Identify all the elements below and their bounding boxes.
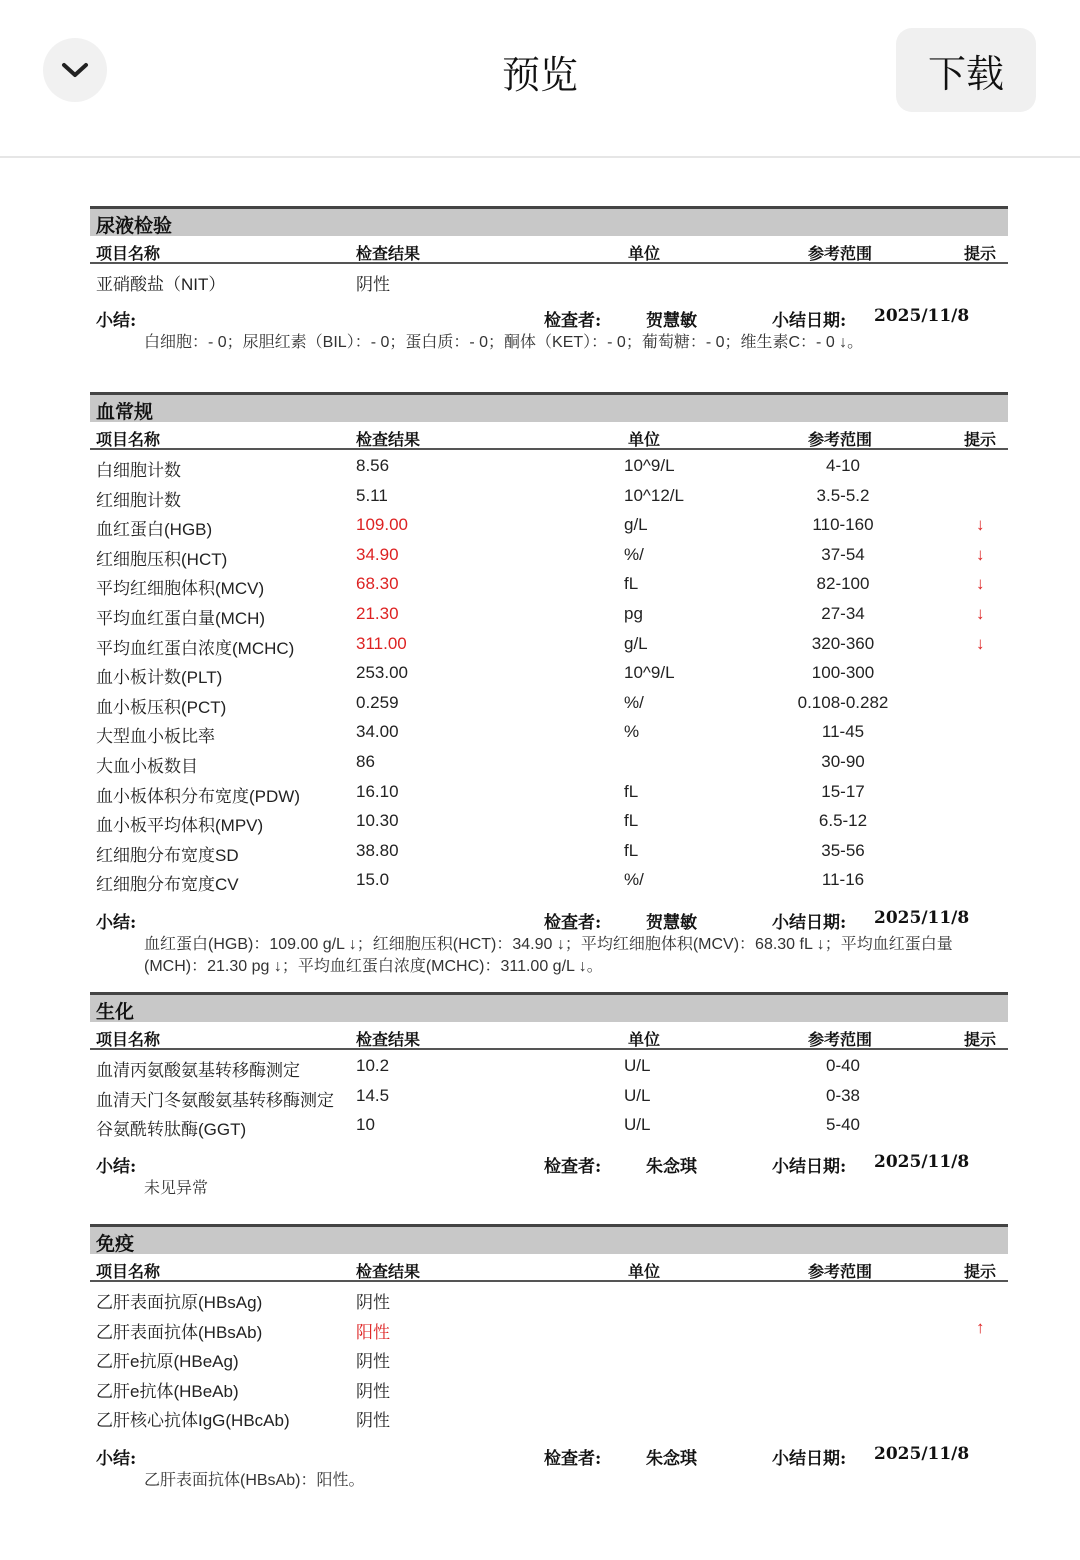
item-result: 109.00 xyxy=(356,515,408,535)
section-urine xyxy=(90,206,1008,378)
table-row xyxy=(90,689,1008,719)
table-row xyxy=(90,600,1008,630)
item-ref-range: 11-45 xyxy=(821,722,865,742)
table-row xyxy=(90,1343,1008,1373)
item-unit: %/ xyxy=(624,544,644,564)
item-unit: %/ xyxy=(624,870,644,890)
summary-line xyxy=(90,904,1008,934)
col-unit-header: 单位 xyxy=(628,430,661,449)
col-unit-header: 单位 xyxy=(628,1262,661,1281)
section-title: 血常规 xyxy=(96,401,154,423)
item-unit: fL xyxy=(624,574,639,594)
col-ref-header: 参考范围 xyxy=(808,430,873,449)
item-flag: ↓ xyxy=(976,574,985,594)
item-result: 10.30 xyxy=(356,811,399,831)
item-flag: ↓ xyxy=(976,544,985,564)
table-row xyxy=(90,452,1008,482)
item-result: 311.00 xyxy=(356,633,407,653)
top-bar xyxy=(0,0,1080,158)
item-result: 阴性 xyxy=(356,1411,390,1431)
column-header xyxy=(90,1254,1008,1282)
item-name: 血小板体积分布宽度(PDW) xyxy=(96,786,300,806)
item-ref-range: 35-56 xyxy=(821,840,865,860)
date-label: 小结日期: xyxy=(772,1449,847,1469)
item-unit: U/L xyxy=(624,1085,651,1105)
table-row xyxy=(90,541,1008,571)
col-result-header: 检查结果 xyxy=(356,430,421,449)
table-row xyxy=(90,1373,1008,1403)
section-biochemistry xyxy=(90,992,1008,1202)
inspector-name: 朱念琪 xyxy=(646,1157,697,1177)
col-name-header: 项目名称 xyxy=(96,1030,161,1049)
inspector-label: 检查者: xyxy=(544,1157,602,1177)
item-name: 乙肝e抗体(HBeAb) xyxy=(96,1381,239,1401)
item-unit: fL xyxy=(624,811,639,831)
item-result: 21.30 xyxy=(356,604,399,623)
item-ref-range: 5-40 xyxy=(825,1115,861,1135)
section-title: 尿液检验 xyxy=(96,215,173,237)
item-result: 8.56 xyxy=(356,456,390,475)
col-name-header: 项目名称 xyxy=(96,430,161,449)
item-name: 血小板计数(PLT) xyxy=(96,668,223,688)
table-row xyxy=(90,837,1008,867)
item-name: 平均血红蛋白浓度(MCHC) xyxy=(96,638,295,658)
table-row xyxy=(90,1111,1008,1141)
item-result: 5.11 xyxy=(356,485,388,505)
col-flag-header: 提示 xyxy=(964,430,997,449)
item-result: 阴性 xyxy=(356,275,390,294)
col-unit-header: 单位 xyxy=(628,1030,661,1049)
summary-label: 小结: xyxy=(96,311,137,331)
col-name-header: 项目名称 xyxy=(96,244,161,263)
item-name: 红细胞压积(HCT) xyxy=(96,549,228,569)
summary-label: 小结: xyxy=(96,1449,137,1469)
col-result-header: 检查结果 xyxy=(356,1030,421,1049)
item-name: 血清丙氨酸氨基转移酶测定 xyxy=(96,1061,300,1080)
item-name: 乙肝e抗原(HBeAg) xyxy=(96,1352,239,1372)
table-row xyxy=(90,718,1008,748)
table-row xyxy=(90,778,1008,808)
summary-text: 乙肝表面抗体(HBsAb)：阳性。 xyxy=(144,1472,365,1489)
item-result: 阴性 xyxy=(356,1352,390,1372)
col-flag-header: 提示 xyxy=(964,1262,997,1281)
item-result: 阳性 xyxy=(356,1322,390,1342)
item-ref-range: 0.108-0.282 xyxy=(797,692,889,712)
item-result: 34.00 xyxy=(356,722,399,742)
item-result: 34.90 xyxy=(356,544,399,564)
column-header xyxy=(90,422,1008,450)
item-result: 68.30 xyxy=(356,574,399,594)
item-name: 血小板平均体积(MPV) xyxy=(96,816,264,836)
item-name: 红细胞分布宽度SD xyxy=(96,845,239,865)
section-title-bar xyxy=(90,1224,1008,1254)
col-ref-header: 参考范围 xyxy=(808,244,873,263)
table-row xyxy=(90,266,1008,296)
item-unit: %/ xyxy=(624,692,644,712)
item-result: 253.00 xyxy=(356,663,408,683)
item-ref-range: 27-34 xyxy=(821,604,865,623)
section-immunology xyxy=(90,1224,1008,1494)
item-unit: g/L xyxy=(624,515,648,535)
table-row xyxy=(90,1314,1008,1344)
date-label: 小结日期: xyxy=(772,913,847,933)
item-result: 16.10 xyxy=(356,781,399,801)
inspector-label: 检查者: xyxy=(544,913,602,933)
item-name: 乙肝表面抗原(HBsAg) xyxy=(96,1293,263,1312)
summary-line xyxy=(90,1148,1008,1178)
inspector-label: 检查者: xyxy=(544,1449,602,1469)
item-ref-range: 82-100 xyxy=(816,574,870,594)
item-name: 红细胞计数 xyxy=(96,490,181,510)
item-result: 38.80 xyxy=(356,840,399,860)
item-ref-range: 100-300 xyxy=(811,663,875,683)
download-button[interactable]: 下载 xyxy=(896,28,1036,112)
item-ref-range: 6.5-12 xyxy=(818,811,868,831)
item-name: 谷氨酰转肽酶(GGT) xyxy=(96,1120,247,1140)
item-result: 阴性 xyxy=(356,1381,390,1401)
inspector-label: 检查者: xyxy=(544,311,602,331)
item-ref-range: 37-54 xyxy=(821,544,865,564)
item-ref-range: 4-10 xyxy=(825,456,861,475)
table-row xyxy=(90,511,1008,541)
summary-date: 2025/11/8 xyxy=(874,1444,970,1464)
item-name: 乙肝表面抗体(HBsAb) xyxy=(96,1322,263,1342)
item-result: 15.0 xyxy=(356,870,390,890)
table-row xyxy=(90,659,1008,689)
item-name: 大血小板数目 xyxy=(96,757,198,776)
item-ref-range: 110-160 xyxy=(812,515,874,535)
item-ref-range: 3.5-5.2 xyxy=(816,485,870,505)
item-name: 大型血小板比率 xyxy=(96,727,215,747)
summary-label: 小结: xyxy=(96,913,137,933)
item-result: 86 xyxy=(356,752,375,771)
col-ref-header: 参考范围 xyxy=(808,1030,873,1049)
inspector-name: 贺慧敏 xyxy=(646,913,697,933)
item-unit: % xyxy=(624,722,640,742)
table-row xyxy=(90,1082,1008,1112)
inspector-name: 贺慧敏 xyxy=(646,311,697,331)
table-row xyxy=(90,570,1008,600)
item-ref-range: 11-16 xyxy=(821,870,865,890)
summary-date: 2025/11/8 xyxy=(874,908,970,928)
item-name: 平均血红蛋白量(MCH) xyxy=(96,609,266,628)
item-result: 10 xyxy=(356,1115,375,1135)
item-unit: 10^9/L xyxy=(624,663,675,683)
section-title: 免疫 xyxy=(96,1233,135,1255)
section-title-bar xyxy=(90,992,1008,1022)
summary-line xyxy=(90,302,1008,332)
item-unit: U/L xyxy=(624,1115,651,1135)
item-unit: U/L xyxy=(624,1056,651,1075)
item-ref-range: 0-38 xyxy=(825,1085,861,1105)
section-title: 生化 xyxy=(96,1001,135,1023)
item-flag: ↓ xyxy=(976,604,985,623)
summary-text: 白细胞：- 0；尿胆红素（BIL）：- 0；蛋白质：- 0；酮体（KET）：- 0；葡萄糖：- 0；维生素C：- 0 ↓。 xyxy=(144,334,864,351)
col-unit-header: 单位 xyxy=(628,244,661,263)
item-name: 亚硝酸盐（NIT） xyxy=(96,275,226,294)
item-name: 白细胞计数 xyxy=(96,461,181,480)
item-flag: ↑ xyxy=(976,1317,985,1337)
col-result-header: 检查结果 xyxy=(356,1262,421,1281)
item-name: 血清天门冬氨酸氨基转移酶测定 xyxy=(96,1090,334,1110)
date-label: 小结日期: xyxy=(772,311,847,331)
table-row xyxy=(90,1402,1008,1432)
item-ref-range: 320-360 xyxy=(811,633,875,653)
summary-date: 2025/11/8 xyxy=(874,306,970,326)
table-row xyxy=(90,630,1008,660)
item-result: 0.259 xyxy=(356,692,399,712)
report-page xyxy=(0,158,1080,1560)
table-row xyxy=(90,866,1008,896)
item-flag: ↓ xyxy=(976,633,985,653)
table-row xyxy=(90,1284,1008,1314)
date-label: 小结日期: xyxy=(772,1157,847,1177)
item-flag: ↓ xyxy=(976,515,985,535)
table-row xyxy=(90,748,1008,778)
section-title-bar xyxy=(90,392,1008,422)
item-unit: g/L xyxy=(624,633,648,653)
page-title: 预览 xyxy=(501,53,578,97)
column-header xyxy=(90,1022,1008,1050)
summary-text: 未见异常 xyxy=(144,1180,209,1197)
summary-line xyxy=(90,1440,1008,1470)
item-ref-range: 15-17 xyxy=(821,781,865,801)
item-ref-range: 30-90 xyxy=(821,752,865,771)
item-unit: pg xyxy=(624,604,643,623)
item-ref-range: 0-40 xyxy=(825,1056,861,1075)
item-unit: fL xyxy=(624,781,639,801)
table-row xyxy=(90,1052,1008,1082)
item-result: 阴性 xyxy=(356,1293,390,1312)
item-unit: 10^12/L xyxy=(624,485,684,505)
col-result-header: 检查结果 xyxy=(356,244,421,263)
column-header xyxy=(90,236,1008,264)
summary-label: 小结: xyxy=(96,1157,137,1177)
col-flag-header: 提示 xyxy=(964,1030,997,1049)
section-title-bar xyxy=(90,206,1008,236)
col-name-header: 项目名称 xyxy=(96,1262,161,1281)
item-result: 14.5 xyxy=(356,1085,390,1105)
item-unit: 10^9/L xyxy=(624,456,675,475)
table-row xyxy=(90,482,1008,512)
col-flag-header: 提示 xyxy=(964,244,997,263)
item-unit: fL xyxy=(624,840,639,860)
item-name: 血小板压积(PCT) xyxy=(96,697,227,717)
item-name: 乙肝核心抗体IgG(HBcAb) xyxy=(96,1411,290,1431)
item-name: 红细胞分布宽度CV xyxy=(96,875,239,895)
section-blood-routine xyxy=(90,392,1008,982)
inspector-name: 朱念琪 xyxy=(646,1449,697,1469)
table-row xyxy=(90,807,1008,837)
item-name: 平均红细胞体积(MCV) xyxy=(96,579,265,599)
summary-text: 血红蛋白(HGB)：109.00 g/L ↓；红细胞压积(HCT)：34.90 ↓；平均红细胞体积(MCV)：68.30 fL ↓；平均血红蛋白量(MCH)：21.30 pg ↓；平均血红蛋白浓度(MCHC)：311.00 g/L ↓。 xyxy=(144,936,953,975)
summary-date: 2025/11/8 xyxy=(874,1152,970,1172)
item-name: 血红蛋白(HGB) xyxy=(96,520,213,540)
item-result: 10.2 xyxy=(356,1056,390,1075)
col-ref-header: 参考范围 xyxy=(808,1262,873,1281)
